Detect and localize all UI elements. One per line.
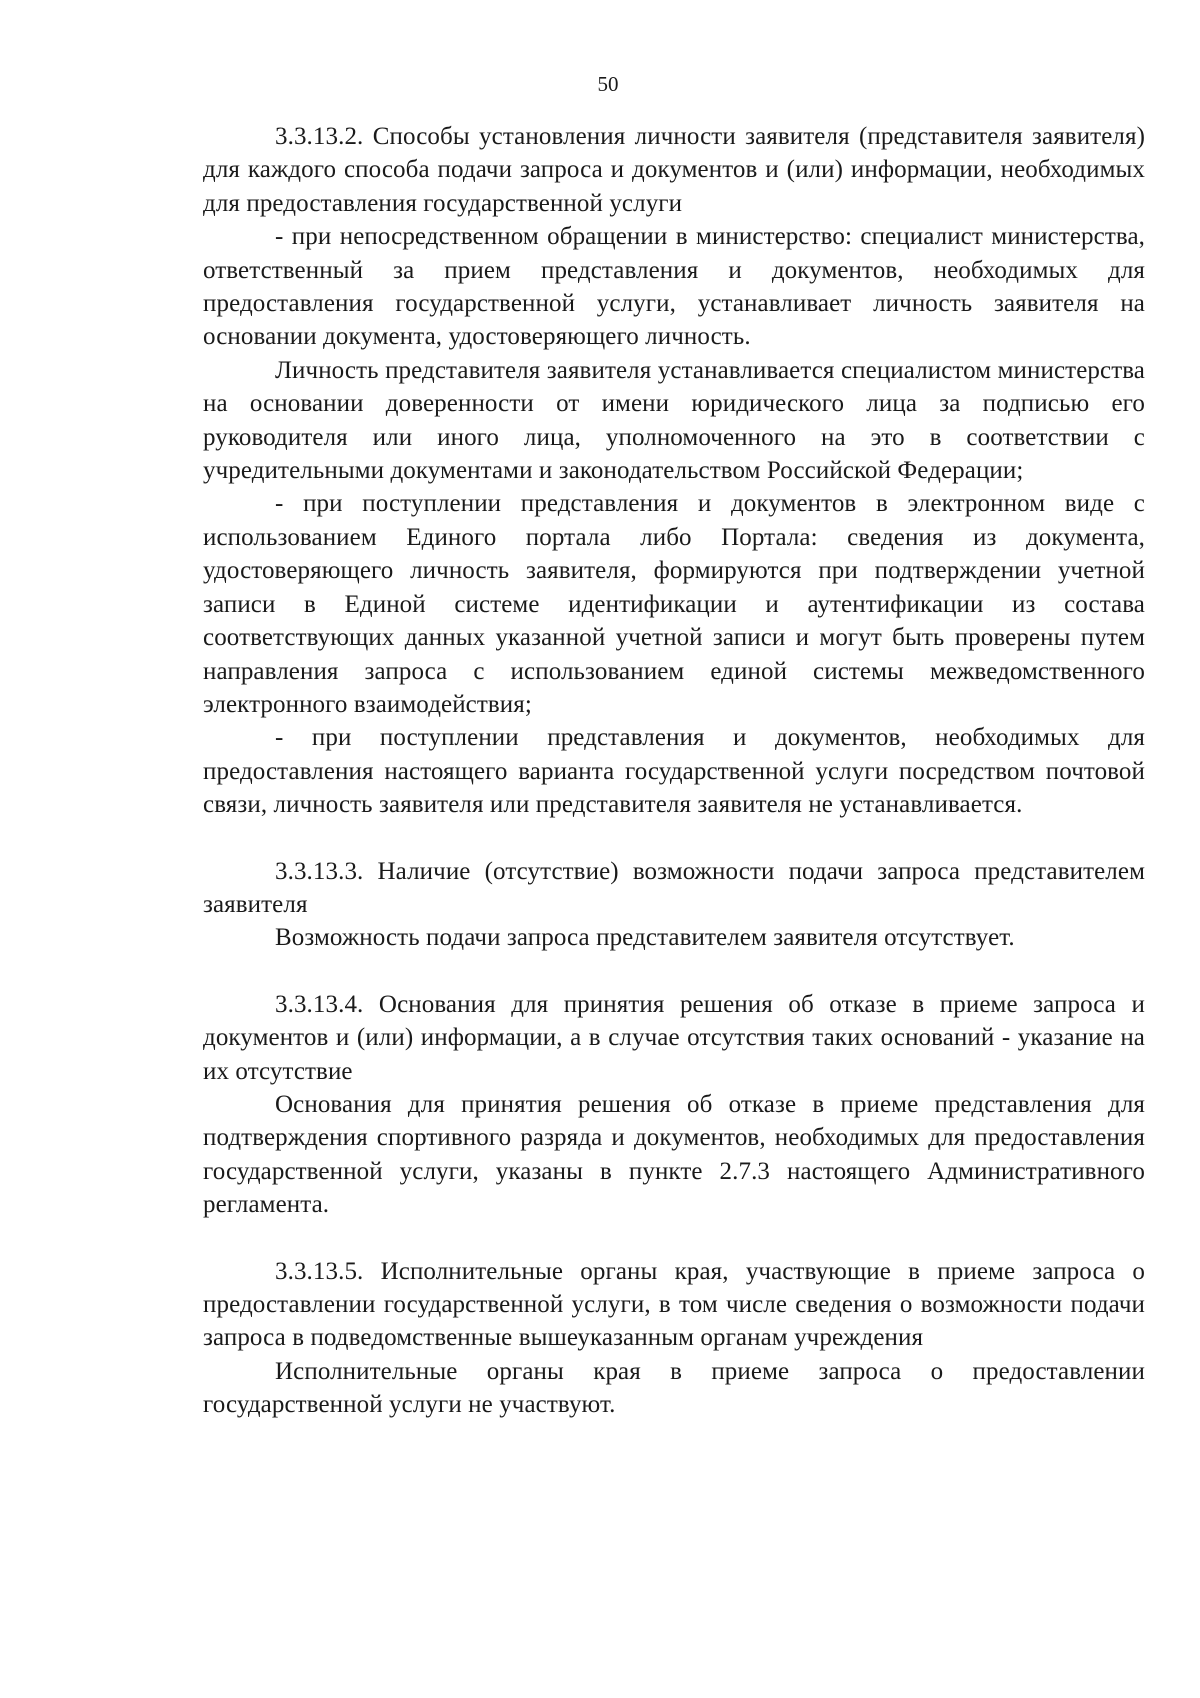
section-3-3-13-4 (203, 988, 1145, 1222)
paragraph: Возможность подачи запроса представителем заявителя отсутствует. (275, 924, 1015, 952)
paragraph: Личность представителя заявителя устанавливается специалистом министерства на основании доверенности от имени юридического лица за подписью его руководителя или иного лица, уполномоченного на это в соответствии с учредительными документами и законодательством Российской Федерации; (203, 356, 1145, 485)
section-heading: 3.3.13.3. Наличие (отсутствие) возможности подачи запроса представителем заявителя (203, 857, 1145, 918)
section-3-3-13-5 (203, 1255, 1145, 1422)
paragraph: - при непосредственном обращении в министерство: специалист министерства, ответственный за прием представления и документов, необходимых для предоставления государственной услуги, устанавливает личность заявителя на основании документа, удостоверяющего личность. (203, 223, 1145, 351)
section-3-3-13-2 (203, 120, 1145, 822)
page-number: 50 (597, 72, 619, 96)
section-3-3-13-3 (203, 855, 1145, 955)
paragraph: - при поступлении представления и документов, необходимых для предоставления настоящего варианта государственной услуги посредством почтовой связи, личность заявителя или представителя заявителя не устанавливается. (203, 724, 1145, 819)
section-heading: 3.3.13.4. Основания для принятия решения об отказе в приеме запроса и документов и (или) информации, а в случае отсутствия таких оснований - указание на их отсутствие (203, 990, 1145, 1085)
section-heading: 3.3.13.2. Способы установления личности заявителя (представителя заявителя) для каждого способа подачи запроса и документов и (или) информации, необходимых для предоставления государственной услуги (203, 123, 1145, 217)
paragraph: Исполнительные органы края в приеме запроса о предоставлении государственной услуги не участвуют. (203, 1357, 1145, 1419)
paragraph: - при поступлении представления и документов в электронном виде с использованием Единого портала либо Портала: сведения из документа, удостоверяющего личность заявителя, формируются при подтверждении учетной записи в Единой системе идентификации и аутентификации из состава соответствующих данных указанной учетной записи и могут быть проверены путем направления запроса с использованием единой системы межведомственного электронного взаимодействия; (203, 490, 1145, 718)
paragraph: Основания для принятия решения об отказе в приеме представления для подтверждения спортивного разряда и документов, необходимых для предоставления государственной услуги, указаны в пункте 2.7.3 настоящего Административного регламента. (203, 1090, 1145, 1219)
document-body (203, 120, 1145, 1422)
section-heading: 3.3.13.5. Исполнительные органы края, участвующие в приеме запроса о предоставлении государственной услуги, в том числе сведения о возможности подачи запроса в подведомственные вышеуказанным органам учреждения (203, 1257, 1145, 1352)
